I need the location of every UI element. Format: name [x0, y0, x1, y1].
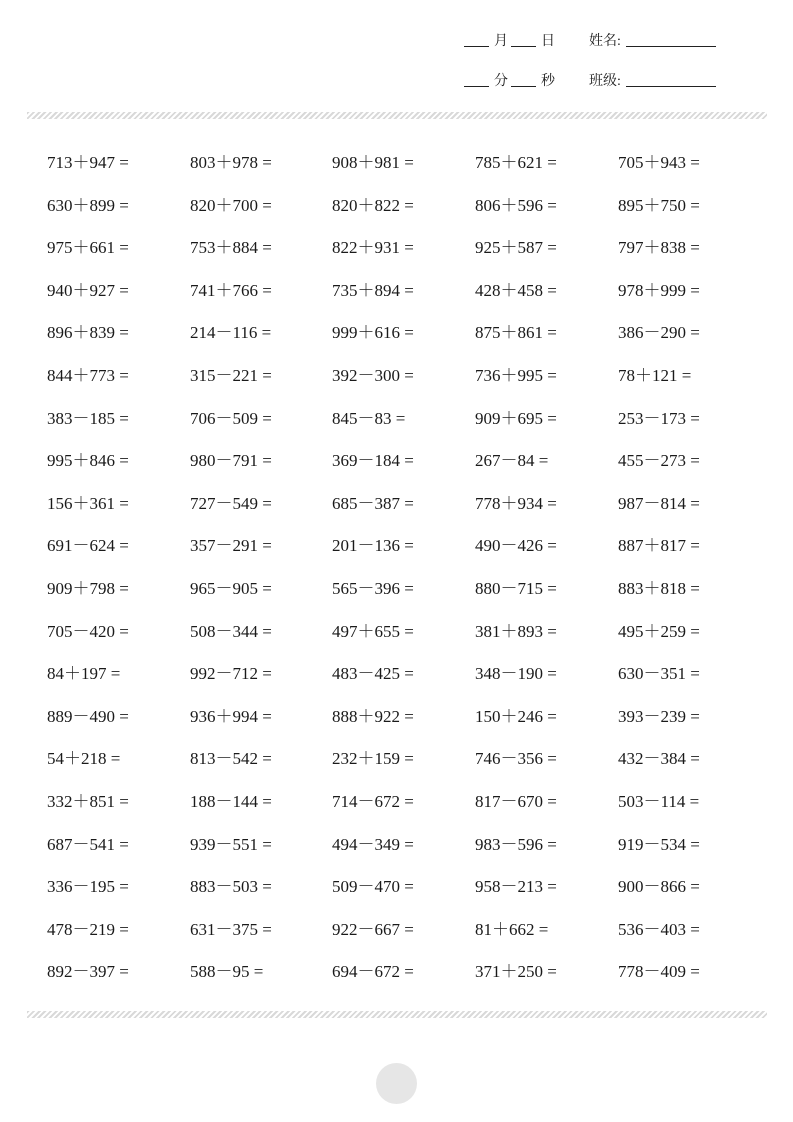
arithmetic-problem: 980－791 = — [190, 451, 272, 471]
arithmetic-problem: 694－672 = — [332, 962, 414, 982]
arithmetic-problem: 381＋893 = — [475, 621, 557, 641]
arithmetic-problem: 844＋773 = — [47, 366, 129, 385]
arithmetic-problem: 455－273 = — [618, 451, 700, 471]
arithmetic-problem: 895＋750 = — [618, 195, 700, 215]
arithmetic-problem: 630－351 = — [618, 664, 700, 684]
arithmetic-problem: 887＋817 = — [618, 536, 700, 556]
arithmetic-problem: 978＋999 = — [618, 280, 700, 300]
arithmetic-problem: 909＋798 = — [47, 579, 129, 598]
arithmetic-problem: 336－195 = — [47, 877, 129, 897]
problem-row — [47, 704, 767, 730]
arithmetic-problem: 909＋695 = — [475, 408, 557, 428]
arithmetic-problem: 392－300 = — [332, 366, 414, 385]
name-field[interactable] — [626, 46, 716, 47]
month-blank[interactable] — [464, 46, 489, 47]
arithmetic-problem: 691－624 = — [47, 536, 129, 556]
time-class-row — [0, 72, 793, 92]
arithmetic-problem: 713＋947 = — [47, 153, 129, 172]
arithmetic-problem: 753＋884 = — [190, 238, 272, 258]
arithmetic-problem: 880－715 = — [475, 579, 557, 598]
arithmetic-problem: 813－542 = — [190, 749, 272, 769]
arithmetic-problem: 705－420 = — [47, 621, 129, 641]
day-blank[interactable] — [511, 46, 536, 47]
arithmetic-problem: 84＋197 = — [47, 664, 121, 684]
arithmetic-problem: 958－213 = — [475, 877, 557, 897]
problem-row — [47, 746, 767, 772]
arithmetic-problem: 503－114 = — [618, 792, 700, 811]
problem-row — [47, 619, 767, 645]
problem-row — [47, 320, 767, 346]
arithmetic-problem: 706－509 = — [190, 408, 272, 428]
arithmetic-problem: 983－596 = — [475, 834, 557, 854]
arithmetic-problem: 900－866 = — [618, 877, 700, 897]
arithmetic-problem: 875＋861 = — [475, 323, 557, 343]
arithmetic-problem: 156＋361 = — [47, 493, 129, 513]
second-blank[interactable] — [511, 86, 536, 87]
problem-row — [47, 789, 767, 815]
arithmetic-problem: 150＋246 = — [475, 706, 557, 726]
name-label: 姓名: — [589, 34, 621, 49]
arithmetic-problem: 936＋994 = — [190, 706, 272, 726]
arithmetic-problem: 393－239 = — [618, 706, 700, 726]
arithmetic-problem: 188－144 = — [190, 792, 272, 811]
arithmetic-problem: 785＋621 = — [475, 153, 557, 172]
arithmetic-problem: 820＋700 = — [190, 195, 272, 215]
problem-row — [47, 406, 767, 432]
arithmetic-problem: 778＋934 = — [475, 493, 557, 513]
arithmetic-problem: 348－190 = — [475, 664, 557, 684]
arithmetic-problem: 369－184 = — [332, 451, 414, 471]
arithmetic-problem: 565－396 = — [332, 579, 414, 598]
arithmetic-problem: 908＋981 = — [332, 153, 414, 172]
minute-blank[interactable] — [464, 86, 489, 87]
arithmetic-problem: 508－344 = — [190, 621, 272, 641]
arithmetic-problem: 987－814 = — [618, 493, 700, 513]
problem-row — [47, 278, 767, 304]
arithmetic-problem: 478－219 = — [47, 919, 129, 939]
month-label: 月 — [494, 34, 508, 49]
arithmetic-problem: 939－551 = — [190, 834, 272, 854]
date-name-row — [0, 32, 793, 52]
top-divider — [27, 112, 767, 119]
arithmetic-problem: 883＋818 = — [618, 579, 700, 598]
arithmetic-problem: 995＋846 = — [47, 451, 129, 471]
arithmetic-problem: 735＋894 = — [332, 280, 414, 300]
arithmetic-problem: 687－541 = — [47, 834, 129, 854]
arithmetic-problem: 630＋899 = — [47, 195, 129, 215]
problem-row — [47, 491, 767, 517]
arithmetic-problem: 497＋655 = — [332, 621, 414, 641]
arithmetic-problem: 357－291 = — [190, 536, 272, 556]
problem-row — [47, 363, 767, 389]
arithmetic-problem: 253－173 = — [618, 408, 700, 428]
arithmetic-problem: 999＋616 = — [332, 323, 414, 343]
minute-label: 分 — [494, 74, 508, 89]
bottom-divider — [27, 1011, 767, 1018]
arithmetic-problem: 428＋458 = — [475, 280, 557, 300]
arithmetic-problem: 925＋587 = — [475, 238, 557, 258]
arithmetic-problem: 746－356 = — [475, 749, 557, 769]
arithmetic-problem: 685－387 = — [332, 493, 414, 513]
class-field[interactable] — [626, 86, 716, 87]
arithmetic-problem: 820＋822 = — [332, 195, 414, 215]
arithmetic-problem: 919－534 = — [618, 834, 700, 854]
arithmetic-problem: 922－667 = — [332, 919, 414, 939]
arithmetic-problem: 797＋838 = — [618, 238, 700, 258]
arithmetic-problem: 588－95 = — [190, 962, 264, 982]
arithmetic-problem: 494－349 = — [332, 834, 414, 854]
problem-row — [47, 959, 767, 985]
problem-row — [47, 150, 767, 176]
arithmetic-problem: 889－490 = — [47, 706, 129, 726]
arithmetic-problem: 992－712 = — [190, 664, 272, 684]
arithmetic-problem: 714－672 = — [332, 792, 414, 811]
problem-row — [47, 193, 767, 219]
arithmetic-problem: 892－397 = — [47, 962, 129, 982]
arithmetic-problem: 736＋995 = — [475, 366, 557, 385]
second-label: 秒 — [541, 74, 555, 89]
problem-row — [47, 661, 767, 687]
arithmetic-problem: 940＋927 = — [47, 280, 129, 300]
arithmetic-problem: 727－549 = — [190, 493, 272, 513]
arithmetic-problem: 386－290 = — [618, 323, 700, 343]
arithmetic-problem: 631－375 = — [190, 919, 272, 939]
arithmetic-problem: 509－470 = — [332, 877, 414, 897]
arithmetic-problem: 490－426 = — [475, 536, 557, 556]
arithmetic-problem: 495＋259 = — [618, 621, 700, 641]
arithmetic-problem: 806＋596 = — [475, 195, 557, 215]
arithmetic-problem: 741＋766 = — [190, 280, 272, 300]
problem-row — [47, 448, 767, 474]
arithmetic-problem: 201－136 = — [332, 536, 414, 556]
problem-row — [47, 917, 767, 943]
arithmetic-problem: 432－384 = — [618, 749, 700, 769]
arithmetic-problem: 705＋943 = — [618, 153, 700, 172]
arithmetic-problem: 267－84 = — [475, 451, 549, 471]
arithmetic-problem: 54＋218 = — [47, 749, 121, 769]
arithmetic-problem: 214－116 = — [190, 323, 272, 343]
problem-row — [47, 832, 767, 858]
problem-row — [47, 235, 767, 261]
problem-row — [47, 576, 767, 602]
arithmetic-problem: 483－425 = — [332, 664, 414, 684]
arithmetic-problem: 315－221 = — [190, 366, 272, 385]
arithmetic-problem: 883－503 = — [190, 877, 272, 897]
arithmetic-problem: 232＋159 = — [332, 749, 414, 769]
class-label: 班级: — [589, 74, 621, 89]
arithmetic-problem: 536－403 = — [618, 919, 700, 939]
arithmetic-problem: 965－905 = — [190, 579, 272, 598]
arithmetic-problem: 845－83 = — [332, 408, 406, 428]
arithmetic-problem: 371＋250 = — [475, 962, 557, 982]
arithmetic-problem: 817－670 = — [475, 792, 557, 811]
arithmetic-problem: 78＋121 = — [618, 366, 692, 385]
arithmetic-problem: 803＋978 = — [190, 153, 272, 172]
arithmetic-problem: 896＋839 = — [47, 323, 129, 343]
arithmetic-problem: 383－185 = — [47, 408, 129, 428]
problem-row — [47, 533, 767, 559]
problem-row — [47, 874, 767, 900]
arithmetic-problem: 81＋662 = — [475, 919, 549, 939]
arithmetic-problem: 332＋851 = — [47, 792, 129, 811]
arithmetic-problem: 975＋661 = — [47, 238, 129, 258]
arithmetic-problem: 888＋922 = — [332, 706, 414, 726]
arithmetic-problem: 778－409 = — [618, 962, 700, 982]
page-marker — [376, 1063, 417, 1104]
day-label: 日 — [541, 34, 555, 49]
arithmetic-problem: 822＋931 = — [332, 238, 414, 258]
